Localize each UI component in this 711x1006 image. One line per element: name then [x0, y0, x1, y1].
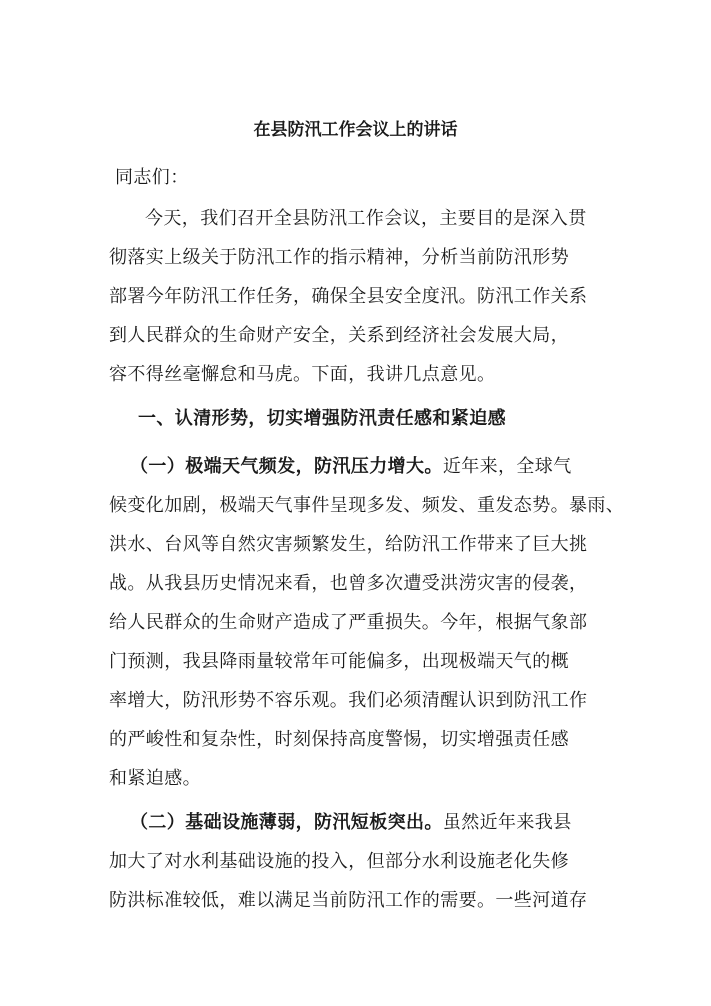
sub1-first-rest: 近年来，全球气: [442, 456, 572, 477]
page-title: 在县防汛工作会议上的讲话: [253, 120, 458, 140]
sub1-line-7: 率增大，防汛形势不容乐观。我们必须清醒认识到防汛工作: [109, 690, 588, 711]
sub2-line-3: 防洪标准较低，难以满足当前防汛工作的需要。一些河道存: [109, 890, 588, 911]
sub1-line-4: 战。从我县历史情况来看，也曾多次遭受洪涝灾害的侵袭，: [109, 573, 588, 594]
sub2-line-1: [130, 810, 572, 836]
sub1-heading: （一）极端天气频发，防汛压力增大。: [130, 456, 443, 477]
sub1-line-3: 洪水、台风等自然灾害频繁发生，给防汛工作带来了巨大挑: [109, 534, 588, 555]
section-heading-1: 一、认清形势，切实增强防汛责任感和紧迫感: [138, 408, 506, 429]
sub1-line-2: 候变化加剧，极端天气事件呈现多发、频发、重发态势。暴雨、: [109, 495, 625, 516]
intro-line-3: 部署今年防汛工作任务，确保全县安全度汛。防汛工作关系: [109, 286, 588, 307]
sub1-line-5: 给人民群众的生命财产造成了严重损失。今年，根据气象部: [109, 612, 588, 633]
intro-line-2: 彻落实上级关于防汛工作的指示精神，分析当前防汛形势: [109, 247, 569, 268]
sub2-first-rest: 虽然近年来我县: [442, 812, 572, 833]
sub1-line-9: 和紧迫感。: [109, 768, 201, 789]
intro-line-1: 今天，我们召开全县防汛工作会议，主要目的是深入贯: [145, 208, 587, 229]
intro-line-4: 到人民群众的生命财产安全，关系到经济社会发展大局，: [109, 325, 569, 346]
sub2-heading: （二）基础设施薄弱，防汛短板突出。: [130, 812, 443, 833]
salutation: 同志们：: [115, 167, 189, 188]
sub1-line-6: 门预测，我县降雨量较常年可能偏多，出现极端天气的概: [109, 651, 569, 672]
sub1-line-1: [130, 454, 572, 480]
sub1-line-8: 的严峻性和复杂性，时刻保持高度警惕，切实增强责任感: [109, 729, 569, 750]
sub2-line-2: 加大了对水利基础设施的投入，但部分水利设施老化失修: [109, 851, 569, 872]
intro-line-5: 容不得丝毫懈怠和马虎。下面，我讲几点意见。: [109, 364, 496, 385]
